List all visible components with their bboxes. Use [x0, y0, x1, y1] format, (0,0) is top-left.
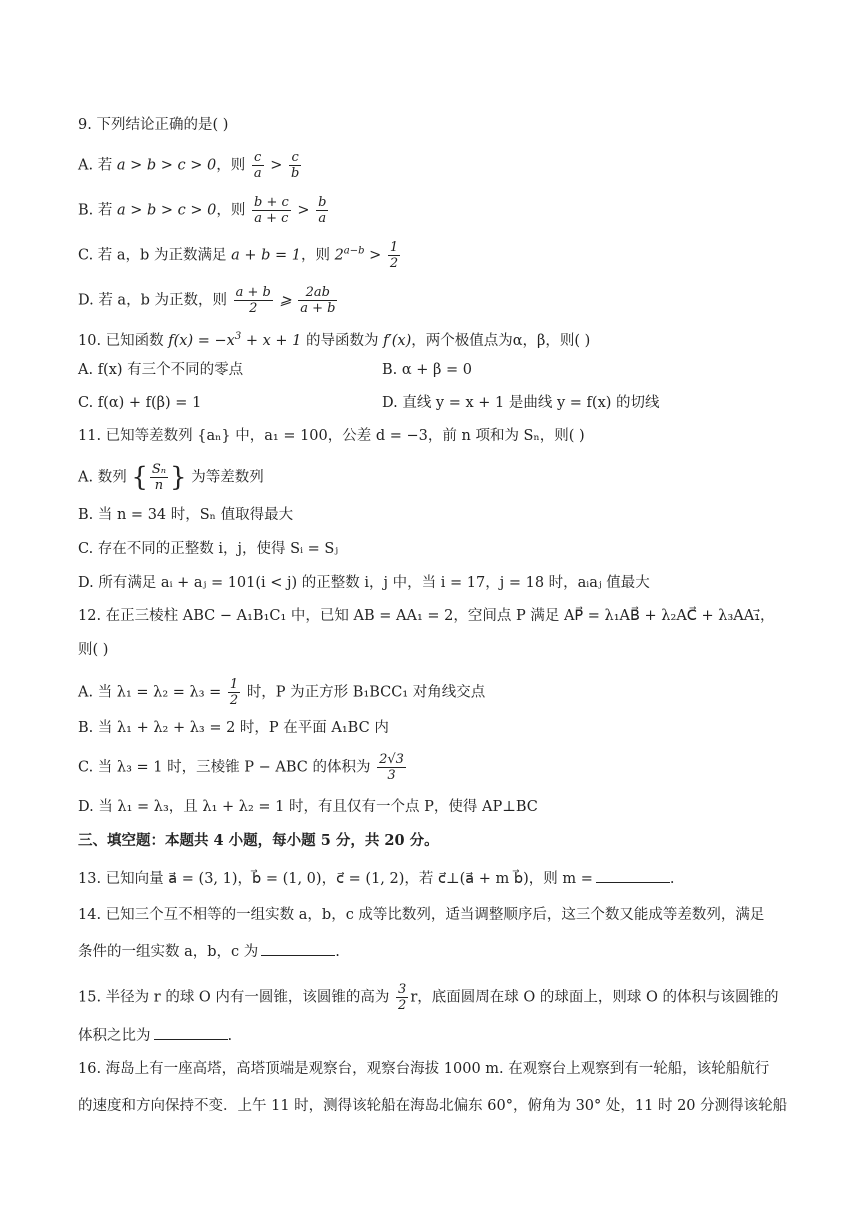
q10-option-c: C. f(α) + f(β) = 1 — [78, 395, 202, 411]
fraction: $\frac{a + b}{2}$ — [235, 285, 271, 316]
q16-line2: 的速度和方向保持不变．上午 11 时，测得该轮船在海岛北偏东 60°，俯角为 30° 处，11 时 20 分测得该轮船 — [78, 1098, 788, 1114]
q9-option-d: D. 若 a，b 为正数，则 $\frac{a + b}{2}$ ⩾ $\frac{2ab}{a + b}$ — [78, 285, 336, 316]
q10-option-a: A. f(x) 有三个不同的零点 — [78, 362, 244, 378]
q12-option-c: C. 当 λ₃ = 1 时，三棱锥 P − ABC 的体积为 $\frac{2√3}{3}$ — [78, 752, 404, 783]
q11-option-b: B. 当 n = 34 时，Sₙ 值取得最大 — [78, 507, 294, 523]
fraction: $\frac{\text{Sₙ}}{n}$ — [151, 462, 167, 493]
q12-stem-line1: 12. 在正三棱柱 ABC − A₁B₁C₁ 中，已知 AB = AA₁ = 2，空间点 P 满足 AP⃗ = λ₁AB⃗ + λ₂AC⃗ + λ₃AA₁⃗， — [78, 608, 775, 624]
q14-line2: 条件的一组实数 a，b，c 为 . — [78, 941, 340, 962]
q11-option-d: D. 所有满足 aᵢ + aⱼ = 101(i < j) 的正整数 i，j 中，当 i = 17，j = 18 时，aᵢaⱼ 值最大 — [78, 575, 650, 591]
answer-blank — [154, 1025, 228, 1040]
q10-option-d: D. 直线 y = x + 1 是曲线 y = f(x) 的切线 — [382, 395, 660, 411]
q11-stem: 11. 已知等差数列 {aₙ} 中，a₁ = 100，公差 d = −3，前 n 项和为 Sₙ，则( ) — [78, 428, 585, 444]
fraction: $\frac{2√3}{3}$ — [379, 752, 404, 783]
q14-line1: 14. 已知三个互不相等的一组实数 a，b，c 成等比数列，适当调整顺序后，这三个数又能成等差数列，满足 — [78, 907, 765, 923]
q9-stem: 9. 下列结论正确的是( ) — [78, 117, 229, 133]
q12-stem-line2: 则( ) — [78, 642, 109, 658]
q9-option-a: A. 若 a > b > c > 0，则 $\frac{c}{a}$ > $\frac{c}{b}$ — [78, 150, 300, 181]
q12-option-a: A. 当 λ₁ = λ₂ = λ₃ = $\frac{1}{2}$ 时，P 为正方形 B₁BCC₁ 对角线交点 — [78, 677, 486, 708]
q9-option-b: B. 若 a > b > c > 0，则 $\frac{b + c}{a + c}$ > $\frac{b}{a}$ — [78, 195, 327, 226]
q13: 13. 已知向量 a⃗ = (3, 1)，b⃗ = (1, 0)，c⃗ = (1, 2)，若 c⃗⊥(a⃗ + m b⃗)，则 m = . — [78, 868, 674, 889]
fraction: $\frac{3}{2}$ — [398, 982, 407, 1013]
fraction: $\frac{c}{a}$ — [253, 150, 262, 181]
q11-option-a: A. 数列 { $\frac{\text{Sₙ}}{n}$ } 为等差数列 — [78, 462, 264, 493]
answer-blank — [261, 941, 335, 956]
q12-option-d: D. 当 λ₁ = λ₃，且 λ₁ + λ₂ = 1 时，有且仅有一个点 P，使得 AP⊥BC — [78, 799, 538, 815]
fraction: $\frac{1}{2}$ — [389, 240, 399, 271]
answer-blank — [596, 868, 670, 883]
fraction: $\frac{b + c}{a + c}$ — [253, 195, 289, 226]
q15-line2: 体积之比为 . — [78, 1025, 232, 1046]
fraction: $\frac{2ab}{a + b}$ — [300, 285, 336, 316]
q12-option-b: B. 当 λ₁ + λ₂ + λ₃ = 2 时，P 在平面 A₁BC 内 — [78, 720, 389, 736]
q9-option-c: C. 若 a，b 为正数满足 a + b = 1，则 $2^{a-b}$ > $\frac{1}{2}$ — [78, 240, 399, 271]
q10-option-b: B. α + β = 0 — [382, 362, 473, 378]
q16-line1: 16. 海岛上有一座高塔，高塔顶端是观察台，观察台海拔 1000 m. 在观察台上观察到有一轮船，该轮船航行 — [78, 1061, 770, 1077]
section-heading: 三、填空题：本题共 4 小题，每小题 5 分，共 20 分。 — [78, 832, 439, 849]
q10-stem: 10. 已知函数 $f(x) = -x^3 + x + 1$ 的导函数为 f′(x)，两个极值点为α，β，则( ) — [78, 331, 591, 349]
q11-option-c: C. 存在不同的正整数 i，j，使得 Sᵢ = Sⱼ — [78, 541, 339, 557]
fraction: $\frac{c}{b}$ — [290, 150, 300, 181]
fraction: $\frac{1}{2}$ — [229, 677, 239, 708]
q15-line1: 15. 半径为 r 的球 O 内有一圆锥，该圆锥的高为 $\frac{3}{2}$ r，底面圆周在球 O 的球面上，则球 O 的体积与该圆锥的 — [78, 982, 779, 1013]
fraction: $\frac{b}{a}$ — [318, 195, 327, 226]
